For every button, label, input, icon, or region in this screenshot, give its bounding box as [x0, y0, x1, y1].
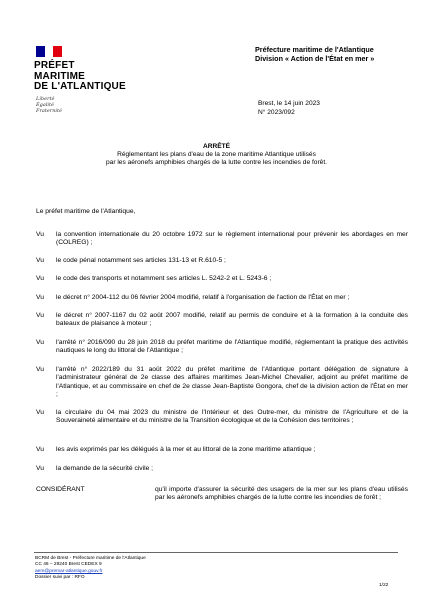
decree-number: N° 2023/092	[258, 108, 295, 116]
vu-clause: Vu la demande de la sécurité civile ;	[36, 465, 154, 472]
title-line-1: Réglementant les plans d'eau de la zone maritime Atlantique utilisés	[117, 151, 316, 158]
vu-clause: Vu le code pénal notamment ses articles 131-13 et R.610-5 ;	[36, 257, 226, 264]
issuing-office	[255, 45, 374, 63]
title-line-2: par les aéronefs amphibies chargés de la lutte contre les incendies de forêt.	[105, 159, 328, 166]
vu-clause: Vu la convention internationale du 20 octobre 1972 sur le règlement international pour prévenir les abordages en mer (COLREG) ;	[36, 231, 408, 247]
marianne-flag-logo	[36, 46, 62, 57]
place-date: Brest, le 14 juin 2023	[258, 100, 320, 107]
vu-clause: Vu l'arrêté n° 2022/189 du 31 août 2022 du préfet maritime de l'Atlantique portant délégation de signature à l'administrateur général de 2e classe des affaires maritimes Jean-Michel Chevalier, adjoint au préfet maritime de l'Atlantique, et au commissaire en chef de 2e classe Jean-Baptiste Gongora, chef de la division action de l'État en mer ;	[36, 366, 408, 398]
vu-clause: Vu le décret n° 2007-1167 du 02 août 2007 modifié, relatif au permis de conduire et à la formation à la conduite des bateaux de plaisance à moteur ;	[36, 312, 408, 328]
considerant-label: CONSIDÉRANT	[36, 486, 85, 493]
office-line-2: Division « Action de l'État en mer »	[255, 54, 375, 63]
logo-line-1: PRÉFET	[34, 60, 75, 71]
prefet-logo-text	[34, 61, 126, 93]
vu-clause: Vu l'arrêté n° 2016/090 du 28 juin 2018 du préfet maritime de l'Atlantique modifié, réglementant la pratique des activités nautiques le long du littoral de l'Atlantique ;	[36, 339, 408, 355]
contact-email-link[interactable]: aem@premar-atlantique.gouv.fr	[35, 568, 103, 574]
page-number: 1/22	[379, 583, 389, 588]
date-and-number	[258, 100, 320, 117]
preamble-intro: Le préfet maritime de l'Atlantique,	[36, 208, 136, 215]
logo-line-2: MARITIME	[34, 70, 86, 82]
vu-clause: Vu la circulaire du 04 mai 2023 du ministre de l'Intérieur et des Outre-mer, du ministre de l'Agriculture et de la Souveraineté alimentaire et du ministre de la Transition écologique et de la Cohésion des territoires ;	[36, 409, 408, 425]
vu-clause: Vu les avis exprimés par les délégués à la mer et au littoral de la zone maritime atlantique ;	[36, 446, 316, 453]
republic-motto: Liberté Égalité Fraternité	[36, 96, 62, 114]
office-line-1: Préfecture maritime de l'Atlantique	[255, 45, 374, 54]
considerant-text: qu'il importe d'assurer la sécurité des usagers de la mer sur les plans d'eau utilisés par les aéronefs amphibies chargés de la lutte contre les incendies de forêt ;	[155, 486, 408, 502]
title-word: ARRÊTÉ	[202, 143, 231, 150]
decree-title	[0, 143, 433, 167]
vu-clause: Vu le code des transports et notamment ses articles L. 5242-2 et L. 5243-6 ;	[36, 275, 272, 282]
footer-divider	[34, 552, 398, 553]
logo-line-3: DE L'ATLANTIQUE	[34, 81, 126, 93]
footer-address: BCRM de Brest - Préfecture maritime de l'Atlantique CC 46 – 29240 Brest CEDEX 9 aem@premar-atlantique.gouv.fr Dossier suivi par : RFO	[35, 556, 146, 581]
considerant-clause	[36, 486, 408, 503]
vu-clause: Vu le décret n° 2004-112 du 06 février 2004 modifié, relatif à l'organisation de l'action de l'État en mer ;	[36, 294, 350, 301]
